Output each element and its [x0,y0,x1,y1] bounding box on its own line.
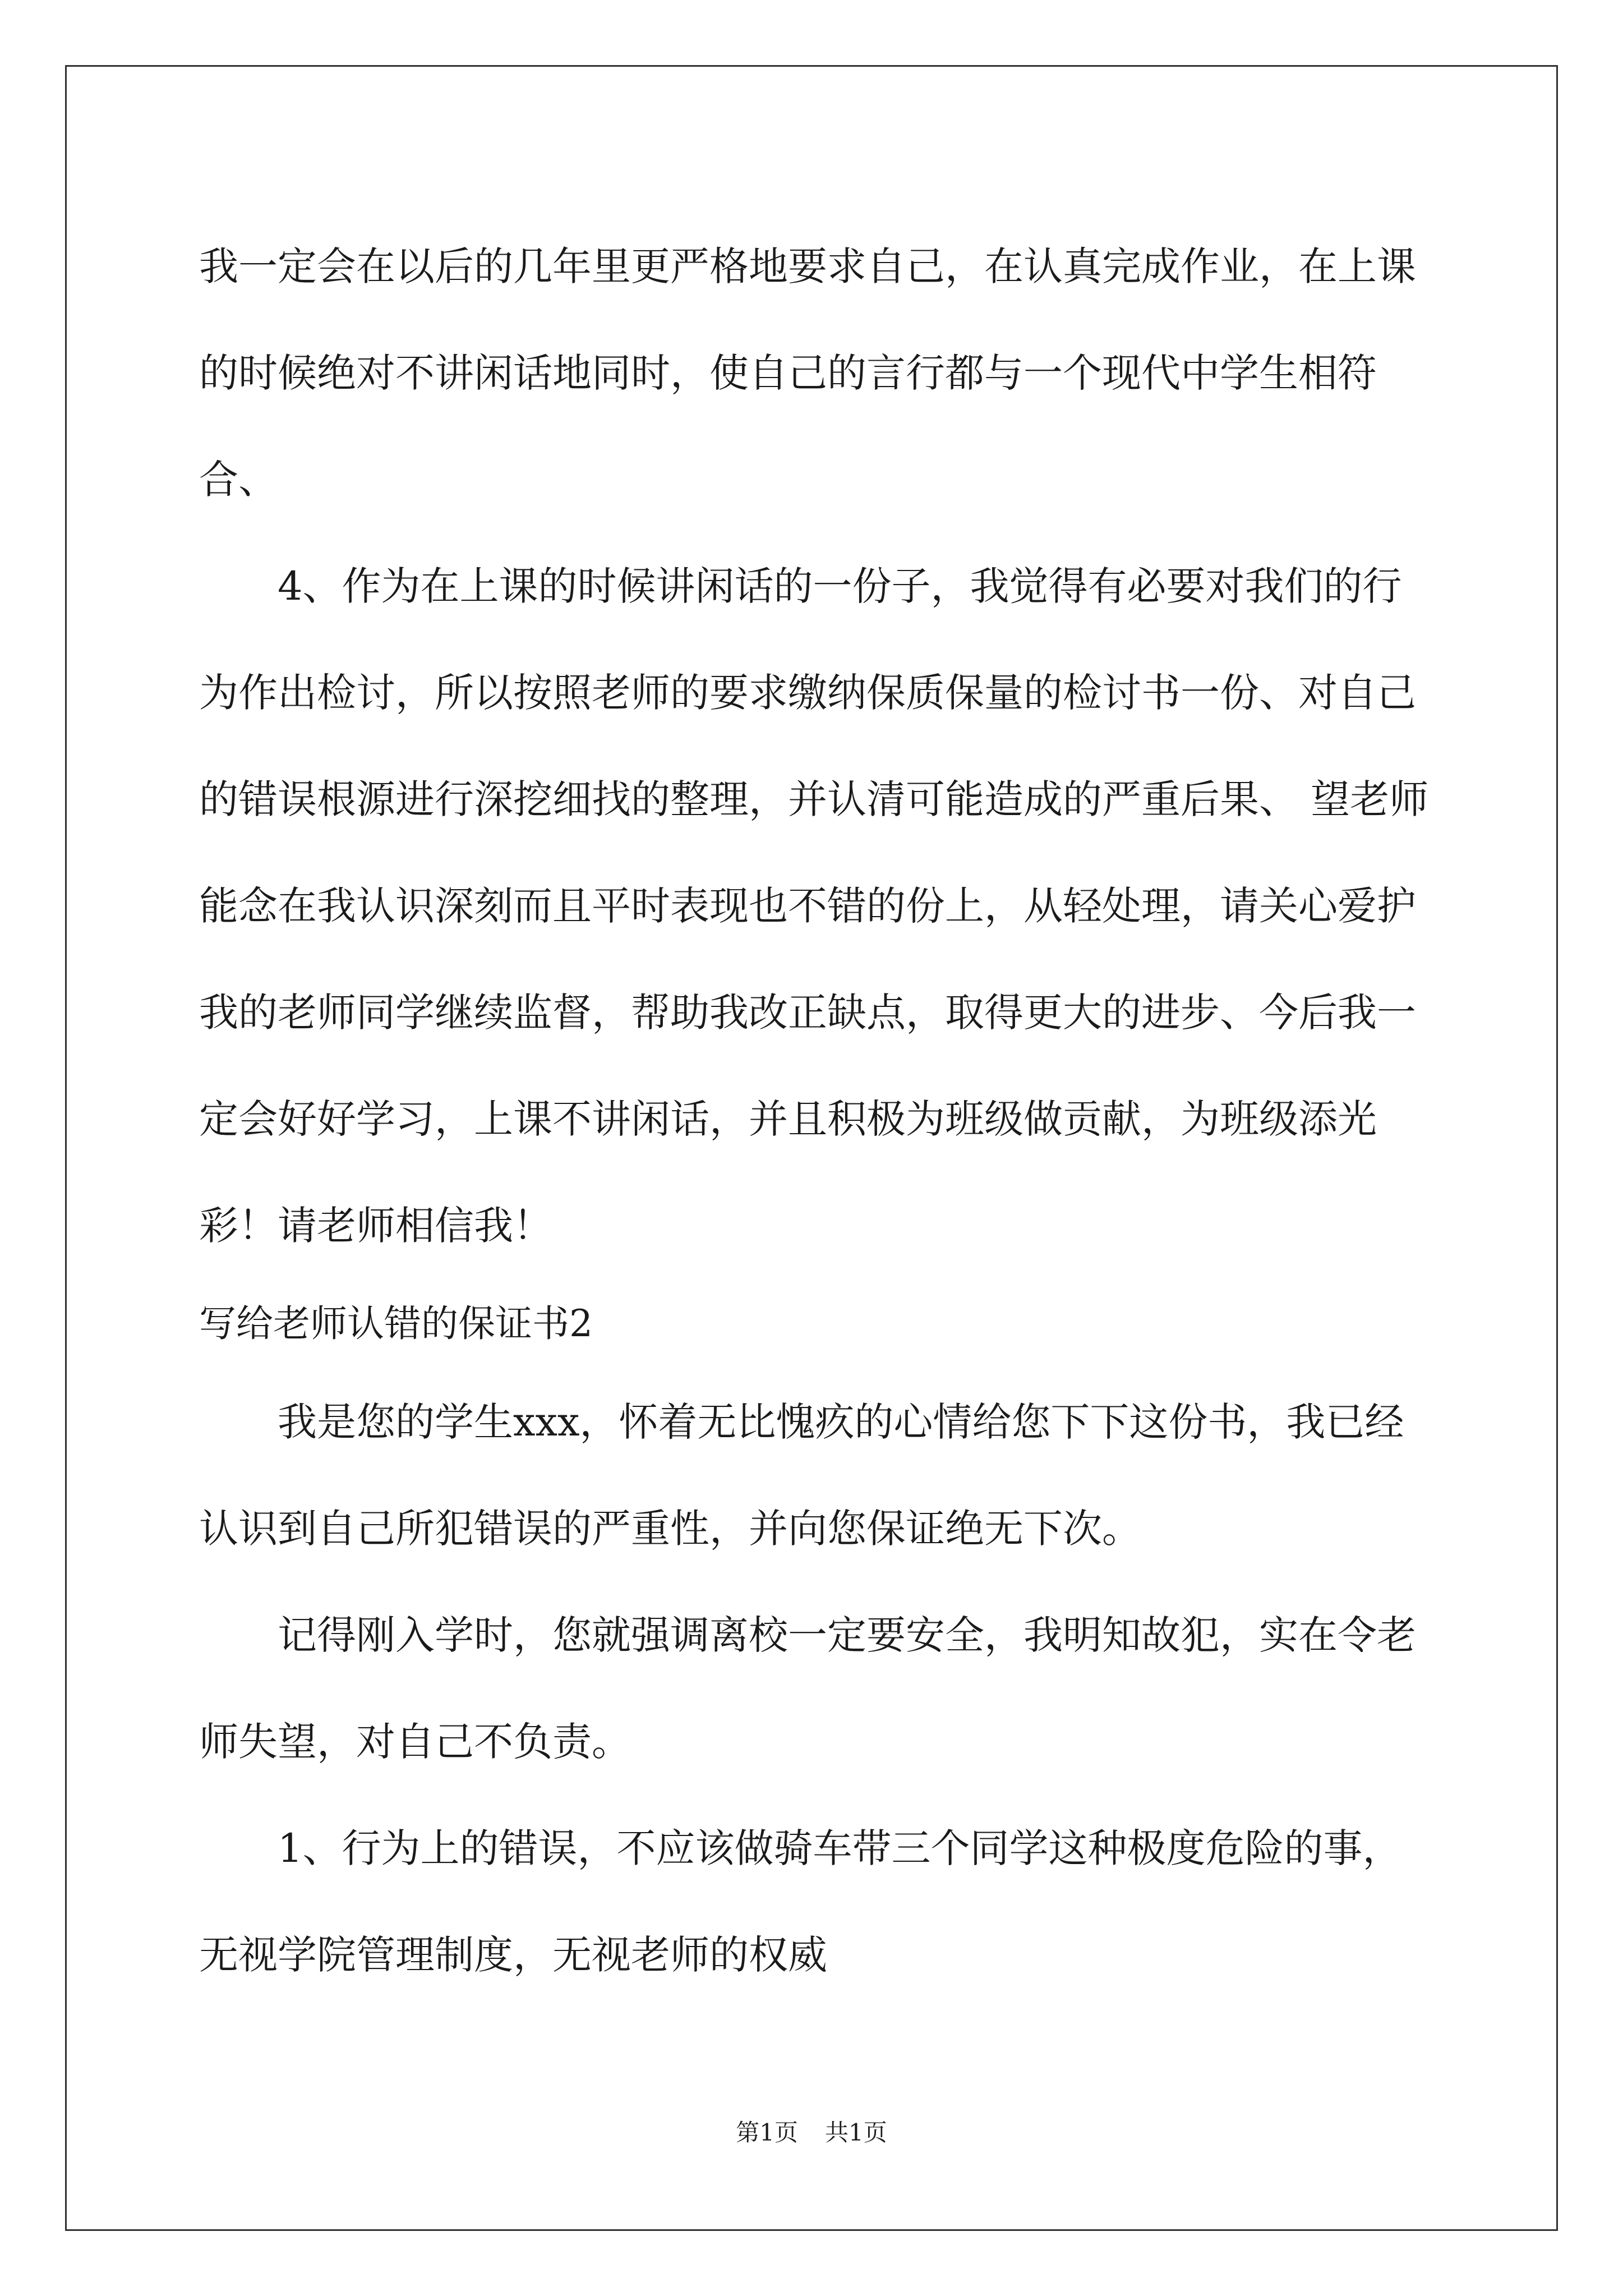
paragraph: 1、行为上的错误，不应该做骑车带三个同学这种极度危险的事，无视学院管理制度，无视老师的权威 [199,1825,1402,1978]
paragraph: 记得刚入学时，您就强调离校一定要安全，我明知故犯，实在令老师失望，对自己不负责。 [199,1612,1416,1765]
page-footer [0,2116,1623,2150]
paragraph: 我是您的学生xxx，怀着无比愧疚的心情给您下下这份书，我已经认识到自己所犯错误的严重性，并向您保证绝无下次。 [199,1399,1404,1552]
page-total: 共1页 [825,2119,887,2146]
page-number: 第1页 [736,2119,798,2146]
section-title: 写给老师认错的保证书2 [199,1302,593,1345]
paragraph: 4、作为在上课的时候讲闲话的一份子，我觉得有必要对我们的行为作出检讨，所以按照老师的要求缴纳保质保量的检讨书一份、对自己的错误根源进行深挖细找的整理，并认清可能造成的严重后果、 望老师能念在我认识深刻而且平时表现也不错的份上，从轻处理，请关心爱护我的老师同学继续监督，帮助我改正缺点，取得更大的进步、今后我一定会好好学习，上课不讲闲话，并且积极为班级做贡献，为班级添光彩！请老师相信我！ [199,563,1429,1249]
document-body [199,213,1433,2008]
paragraph: 我一定会在以后的几年里更严格地要求自己，在认真完成作业，在上课的时候绝对不讲闲话地同时，使自己的言行都与一个现代中学生相符合、 [199,243,1416,503]
